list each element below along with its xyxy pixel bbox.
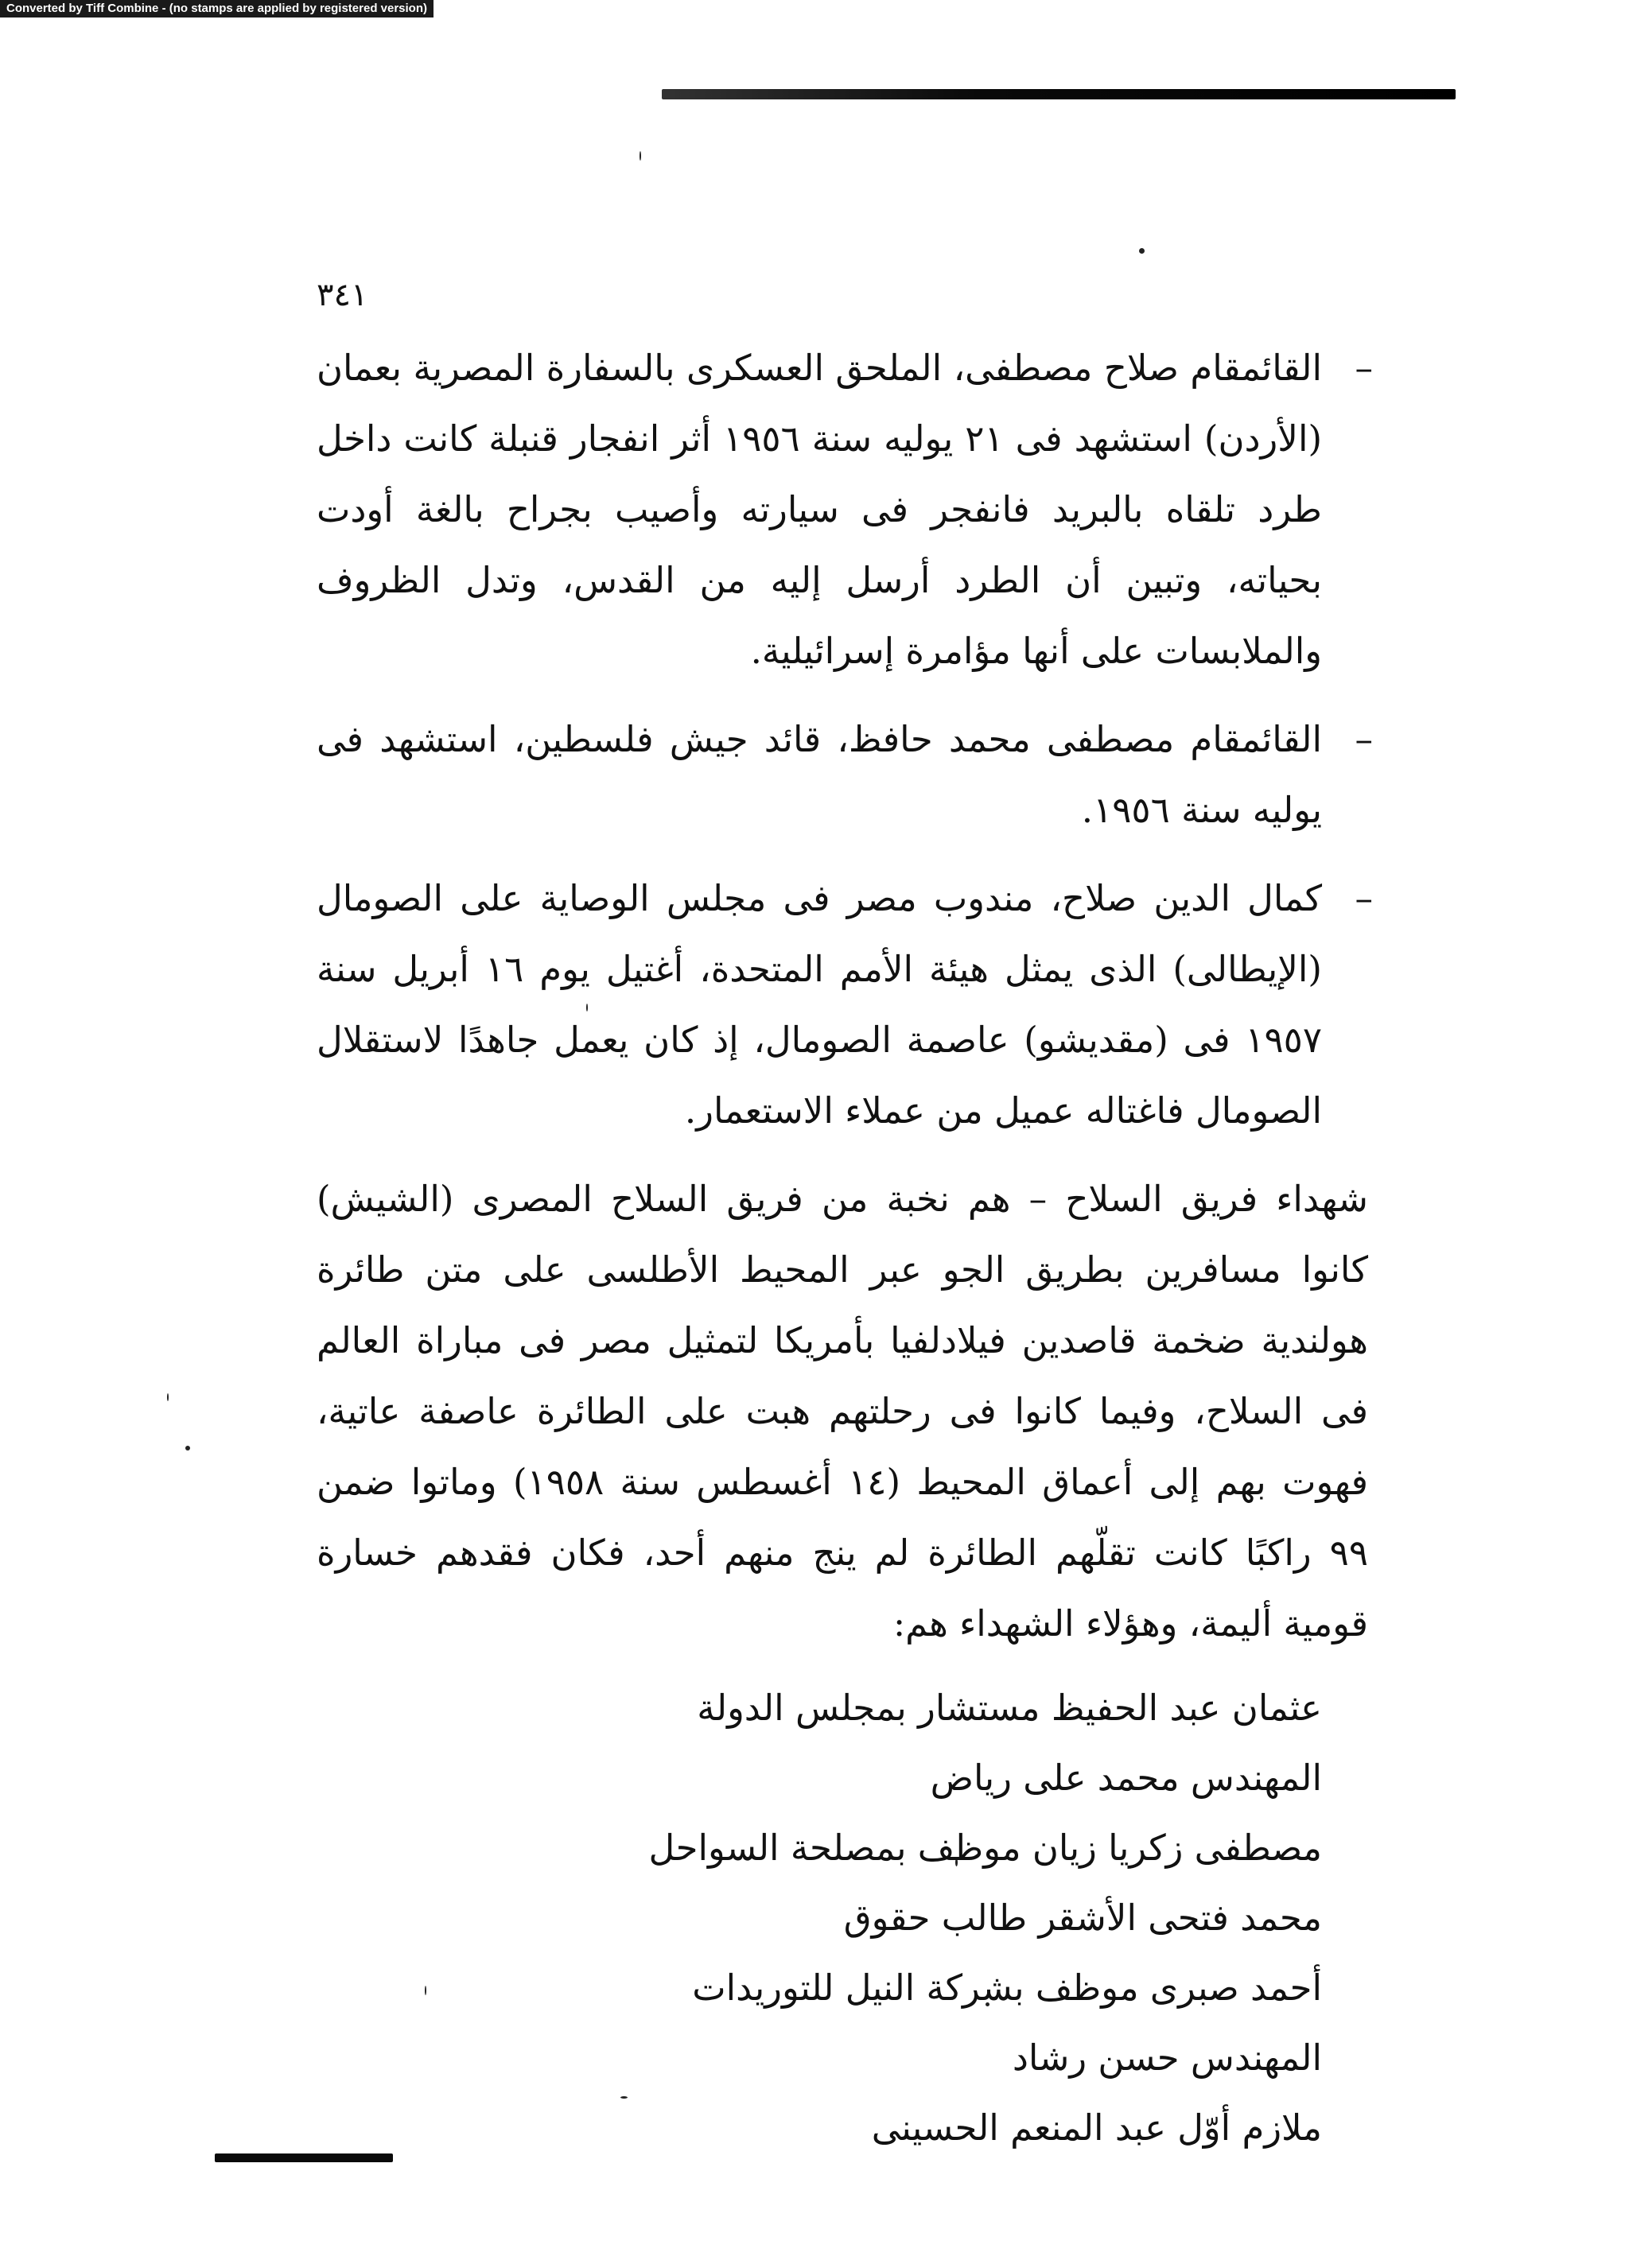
bullet-text: القائمقام مصطفى محمد حافظ، قائد جيش فلسطين، استشهد فى يوليه سنة ١٩٥٦.	[317, 718, 1322, 831]
top-rule	[662, 89, 1456, 99]
bullet-item	[317, 863, 1373, 1146]
scan-speck	[1139, 248, 1145, 254]
bullet-item	[317, 704, 1373, 845]
bottom-rule	[215, 2153, 393, 2162]
list-item: المهندس حسن رشاد	[1012, 2037, 1322, 2079]
scan-speck	[185, 1446, 190, 1451]
converter-banner: Converted by Tiff Combine - (no stamps are applied by registered version)	[0, 0, 433, 17]
scan-speck	[640, 151, 641, 161]
page-number: ٣٤١	[317, 277, 368, 313]
scan-speck	[167, 1393, 169, 1401]
bullet-text: القائمقام صلاح مصطفى، الملحق العسكرى بالسفارة المصرية بعمان (الأردن) استشهد فى ٢١ يوليه سنة ١٩٥٦ أثر انفجار قنبلة كانت داخل طرد تلقاه بالبريد فانفجر فى سيارته وأصيب بجراح بالغة أودت بحياته، وتبين أن الطرد أرسل إليه من القدس، وتدل الظروف والملابسات على أنها مؤامرة إسرائيلية.	[317, 347, 1323, 672]
martyrs-list	[317, 1673, 1368, 2163]
list-item: ملازم أوّل عبد المنعم الحسينى	[871, 2107, 1322, 2149]
list-item: مصطفى زكريا زيان موظف بمصلحة السواحل	[648, 1827, 1322, 1869]
bullet-item	[317, 332, 1373, 686]
bullet-dash: –	[1355, 347, 1373, 389]
list-item: المهندس محمد على رياض	[930, 1757, 1322, 1799]
bullet-dash: –	[1355, 718, 1373, 760]
list-item: محمد فتحى الأشقر طالب حقوق	[843, 1897, 1322, 1939]
list-item: عثمان عبد الحفيظ مستشار بمجلس الدولة	[697, 1687, 1322, 1729]
martyrs-paragraph: شهداء فريق السلاح – هم نخبة من فريق السلاح المصرى (الشيش) كانوا مسافرين بطريق الجو عبر المحيط الأطلسى على متن طائرة هولندية ضخمة قاصدين فيلادلفيا بأمريكا لتمثيل مصر فى مباراة العالم فى السلاح، وفيما كانوا فى رحلتهم هبت على الطائرة عاصفة عاتية، فهوت بهم إلى أعماق المحيط (١٤ أغسطس سنة ١٩٥٨) وماتوا ضمن ٩٩ راكبًا كانت تقلّهم الطائرة لم ينج منهم أحد، فكان فقدهم خسارة قومية أليمة، وهؤلاء الشهداء هم:	[317, 1178, 1369, 1645]
page-body	[317, 332, 1373, 2163]
list-item: أحمد صبرى موظف بشركة النيل للتوريدات	[692, 1967, 1322, 2009]
bullet-text: كمال الدين صلاح، مندوب مصر فى مجلس الوصاية على الصومال (الإيطالى) الذى يمثل هيئة الأمم المتحدة، أغتيل يوم ١٦ أبريل سنة ١٩٥٧ فى (مقديشو) عاصمة الصومال، إذ كان يعمل جاهدًا لاستقلال الصومال فاغتاله عميل من عملاء الاستعمار.	[317, 877, 1322, 1132]
bullet-dash: –	[1355, 877, 1373, 919]
